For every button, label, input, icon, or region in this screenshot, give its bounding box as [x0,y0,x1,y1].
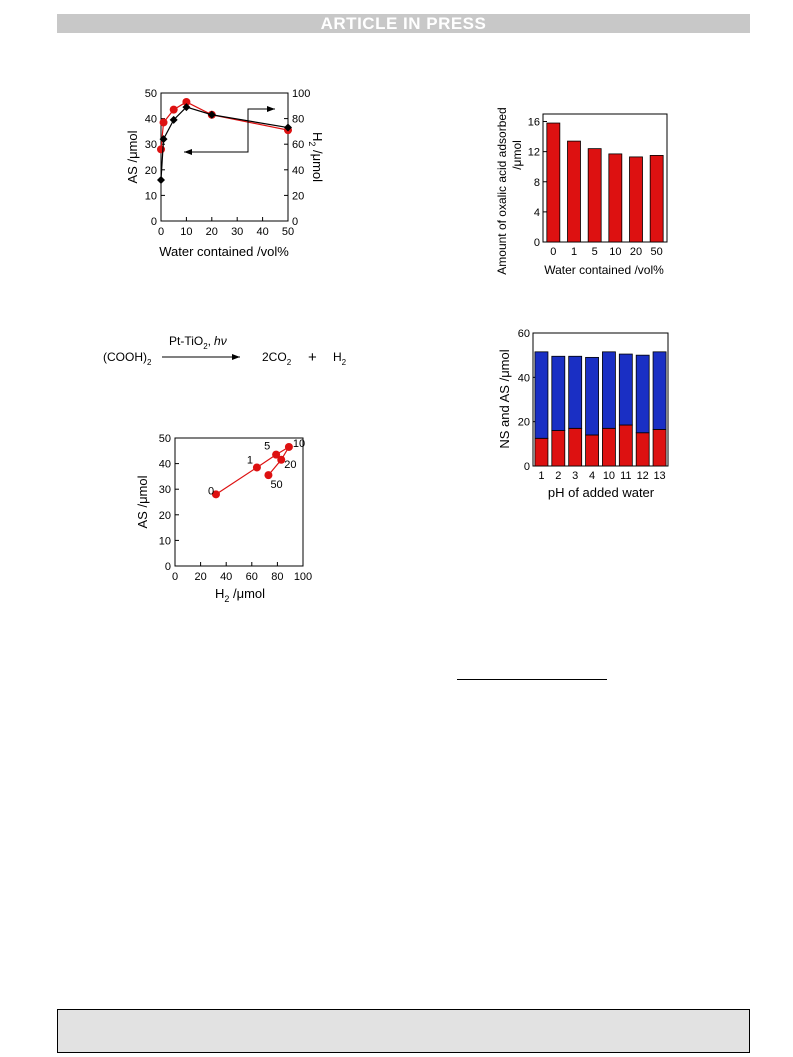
y-axis-label: NS and AS /μmol [497,349,512,449]
y-tick-label: 40 [158,458,171,471]
y-tick-label-right: 40 [292,164,305,177]
x-tick-label: 4 [589,470,596,482]
plus-sign: + [308,349,317,366]
data-label: 5 [264,440,271,453]
bar-segment-upper [636,355,649,433]
data-label: 0 [207,485,215,498]
y-tick-label-right: 60 [292,139,305,152]
x-tick-label: 20 [205,226,218,238]
y-tick-label-right: 20 [292,190,305,203]
bar-segment-lower [552,431,565,466]
y-tick-label-right: 100 [292,88,311,100]
reactant: $(COOH)_2$ [103,350,152,367]
x-axis-label: $H_2$ /μmol [214,586,266,604]
y-tick-label-right: 0 [292,216,299,228]
x-tick-label: 40 [256,226,269,238]
bar-segment-lower [586,435,599,466]
bar-segment-upper [619,354,632,425]
bar-segment-lower [569,428,582,466]
x-tick-label: 50 [281,226,295,238]
y-axis-label: AS /μmol [135,475,150,529]
y-tick-label: 20 [158,509,171,522]
y-tick-label: 16 [527,116,540,129]
x-tick-label: 0 [171,571,179,583]
y-tick-label: 30 [158,484,171,497]
bar-segment-upper [586,357,599,435]
y-tick-label-right: 80 [292,113,305,126]
x-tick-label: 20 [629,246,643,258]
catalyst-label: Pt-TiO$_2$, hν [169,334,227,351]
y-tick-label: 60 [517,328,530,340]
y-tick-label: 0 [523,461,530,473]
data-label: 1 [246,454,254,467]
x-tick-label: 1 [570,246,578,258]
bar-segment-lower [619,425,632,466]
product-h2: $H_2$ [333,350,347,367]
x-tick-label: 5 [591,246,598,258]
y-tick-label-left: 20 [144,164,157,177]
data-label: 50 [270,479,283,492]
y-tick-label-left: 50 [144,88,157,100]
x-tick-label: 2 [555,470,562,482]
product-co2: $2CO_2$ [262,350,292,367]
article-in-press-banner: ARTICLE IN PRESS [57,14,750,33]
bar-segment-upper [535,352,548,438]
x-tick-label: 0 [550,246,557,258]
x-tick-label: 10 [609,246,622,258]
x-axis-label: Water contained /vol% [159,244,289,259]
x-tick-label: 60 [245,571,258,583]
y-tick-label: 10 [158,535,171,548]
bar-segment-lower [602,428,615,466]
x-tick-label: 13 [653,470,666,482]
bar-segment-upper [569,356,582,428]
bar-segment-upper [602,352,615,428]
y-tick-label-left: 10 [144,190,157,203]
y-tick-label: 40 [517,372,530,385]
y-tick-label: 20 [517,416,530,429]
y-tick-label: 0 [164,561,171,573]
x-tick-label: 1 [538,470,545,482]
x-tick-label: 20 [194,571,207,583]
x-axis-label: Water contained /vol% [544,263,664,277]
x-tick-label: 100 [293,571,313,583]
x-tick-label: 12 [636,470,649,482]
y-axis-label-left: AS /μmol [125,130,140,184]
y-tick-label-left: 40 [144,113,157,126]
x-tick-label: 3 [572,470,579,482]
x-tick-label: 50 [650,246,663,258]
x-tick-label: 10 [180,226,193,238]
bar-segment-upper [552,356,565,430]
y-tick-label: 0 [533,237,540,249]
y-axis-label-right: $H_2$ /μmol [307,131,325,183]
y-axis-label-line1: Amount of oxalic acid adsorbed [495,107,509,275]
x-axis-label: pH of added water [547,485,655,500]
y-tick-label: 8 [533,176,540,189]
bar-segment-lower [636,433,649,466]
footnote-rule [457,679,607,680]
data-label: 10 [292,437,306,450]
bar-segment-upper [653,352,666,430]
y-axis-label-line2: /μmol [510,140,524,170]
x-tick-label: 80 [271,571,284,583]
x-tick-label: 10 [602,470,616,482]
y-tick-label: 50 [158,433,171,445]
footer-box [57,1009,750,1053]
data-label: 20 [284,458,297,471]
x-tick-label: 11 [620,470,632,482]
x-tick-label: 0 [157,226,165,238]
y-tick-label-left: 0 [150,216,157,228]
x-tick-label: 40 [220,571,233,583]
x-tick-label: 30 [231,226,244,238]
y-tick-label: 4 [533,206,540,219]
bar-segment-lower [653,429,666,466]
bar-segment-lower [535,438,548,466]
y-tick-label: 12 [527,146,540,159]
y-tick-label-left: 30 [144,139,157,152]
